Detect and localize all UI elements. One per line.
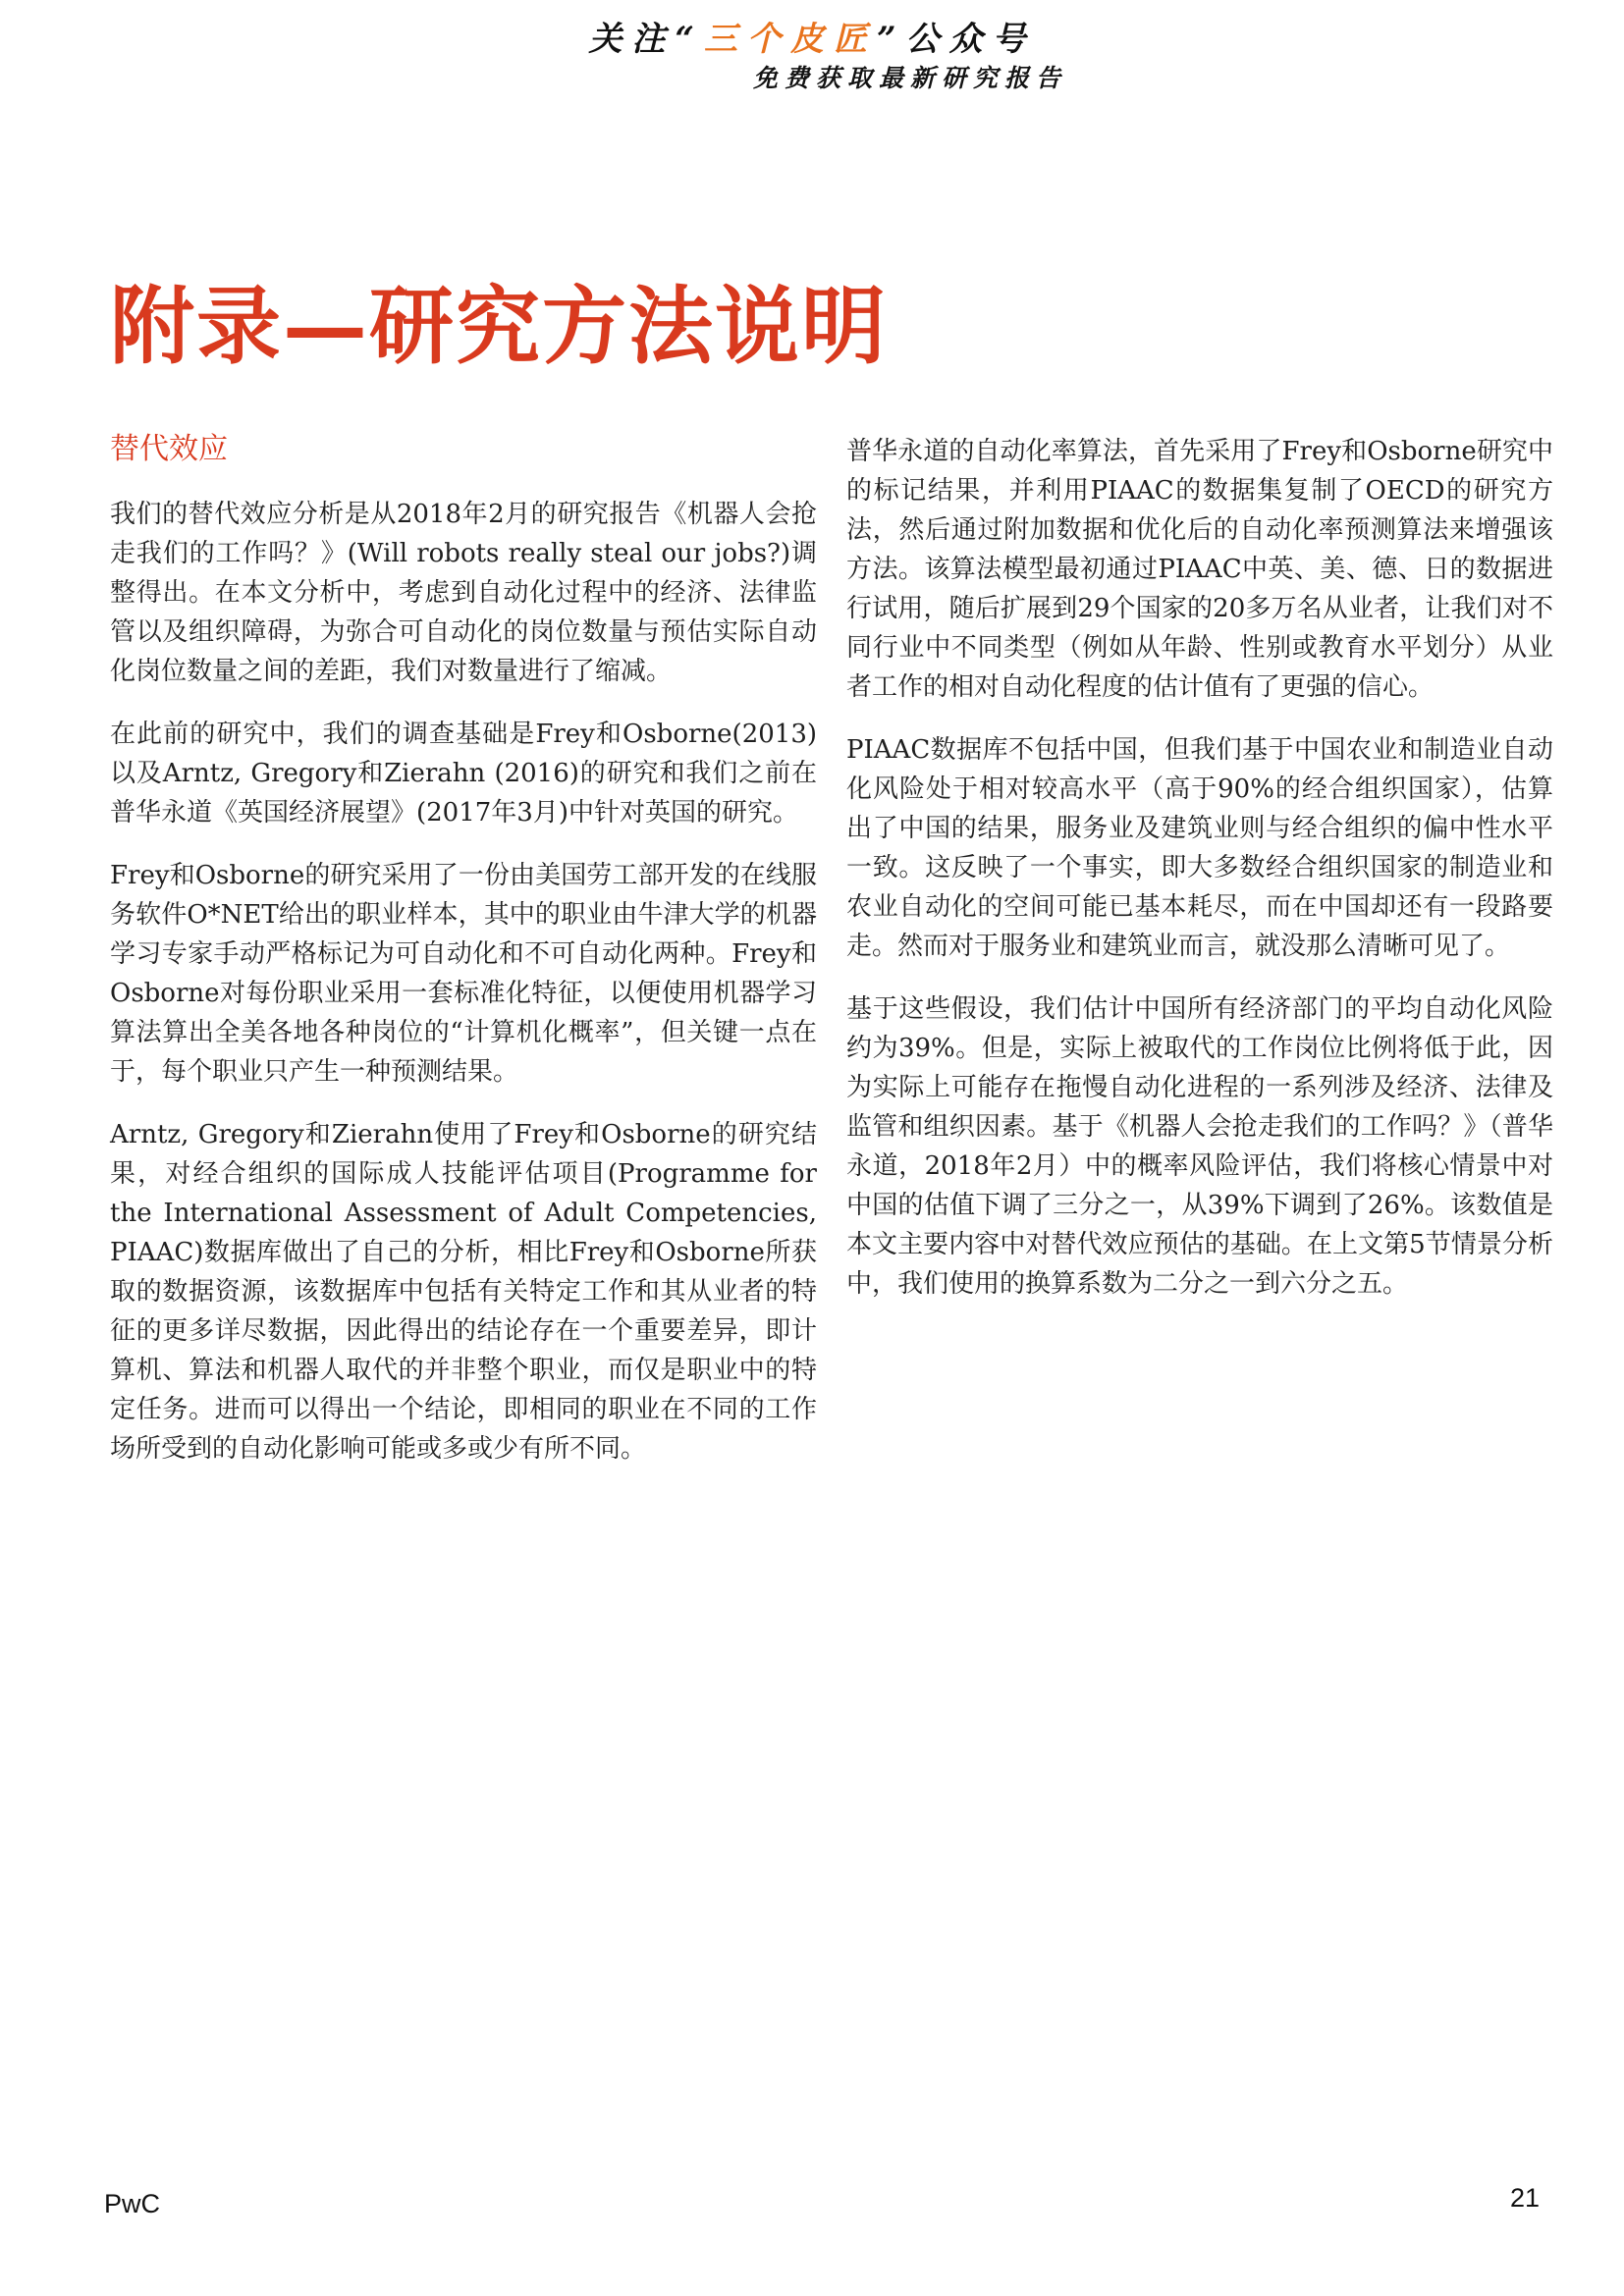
- paragraph: Arntz, Gregory和Zierahn使用了Frey和Osborne的研究结果，对经合组织的国际成人技能评估项目(Programme for the International Assessment of Adult Competencies, PIAAC)数据库做出了自己的分析，相比Frey和Osborne所获取的数据资源，该数据库中包括有关特定工作和其从业者的特征的更多详尽数据，因此得出的结论存在一个重要差异，即计算机、算法和机器人取代的并非整个职业，而仅是职业中的特定任务。进而可以得出一个结论，即相同的职业在不同的工作场所受到的自动化影响可能或多或少有所不同。: [110, 1120, 817, 1464]
- promo-banner-prefix: 关注“: [588, 20, 704, 59]
- paragraph: 在此前的研究中，我们的调查基础是Frey和Osborne(2013)以及Arntz, Gregory和Zierahn (2016)的研究和我们之前在普华永道《英国经济展望》(2017年3月)中针对英国的研究。: [110, 720, 817, 828]
- paragraph: 基于这些假设，我们估计中国所有经济部门的平均自动化风险约为39%。但是，实际上被取代的工作岗位比例将低于此，因为实际上可能存在拖慢自动化进程的一系列涉及经济、法律及监管和组织因素。基于《机器人会抢走我们的工作吗？》（普华永道，2018年2月）中的概率风险评估，我们将核心情景中对中国的估值下调了三分之一，从39%下调到了26%。该数值是本文主要内容中对替代效应预估的基础。在上文第5节情景分析中，我们使用的换算系数为二分之一到六分之五。: [846, 994, 1553, 1299]
- paragraph: 普华永道的自动化率算法，首先采用了Frey和Osborne研究中的标记结果，并利用PIAAC的数据集复制了OECD的研究方法，然后通过附加数据和优化后的自动化率预测算法来增强该方法。该算法模型最初通过PIAAC中英、美、德、日的数据进行试用，随后扩展到29个国家的20多万名从业者，让我们对不同行业中不同类型（例如从年龄、性别或教育水平划分）从业者工作的相对自动化程度的估计值有了更强的信心。: [846, 437, 1553, 702]
- footer-brand: PwC: [104, 2189, 161, 2218]
- section-heading: 替代效应: [110, 432, 228, 466]
- right-column: [846, 432, 1553, 1327]
- paragraph: PIAAC数据库不包括中国，但我们基于中国农业和制造业自动化风险处于相对较高水平（高于90%的经合组织国家），估算出了中国的结果，服务业及建筑业则与经合组织的偏中性水平一致。这反映了一个事实，即大多数经合组织国家的制造业和农业自动化的空间可能已基本耗尽，而在中国却还有一段路要走。然而对于服务业和建筑业而言，就没那么清晰可见了。: [846, 735, 1553, 961]
- promo-banner-highlight: 三个皮匠: [704, 20, 877, 59]
- page-number: 21: [1510, 2183, 1541, 2213]
- paragraph: 我们的替代效应分析是从2018年2月的研究报告《机器人会抢走我们的工作吗？》(Will robots really steal our jobs?)调整得出。在本文分析中，考虑到自动化过程中的经济、法律监管以及组织障碍，为弥合可自动化的岗位数量与预估实际自动化岗位数量之间的差距，我们对数量进行了缩减。: [110, 500, 817, 686]
- promo-banner-line2: 免费获取最新研究报告: [752, 64, 1067, 92]
- promo-banner-suffix: ”公众号: [877, 20, 1036, 59]
- page-title: 附录—研究方法说明: [110, 276, 888, 376]
- promo-banner-line1: [0, 12, 1624, 60]
- paragraph: Frey和Osborne的研究采用了一份由美国劳工部开发的在线服务软件O*NET给出的职业样本，其中的职业由牛津大学的机器学习专家手动严格标记为可自动化和不可自动化两种。Frey和Osborne对每份职业采用一套标准化特征，以便使用机器学习算法算出全美各地各种岗位的“计算机化概率”，但关键一点在于，每个职业只产生一种预测结果。: [110, 861, 817, 1087]
- left-column: [110, 430, 817, 1492]
